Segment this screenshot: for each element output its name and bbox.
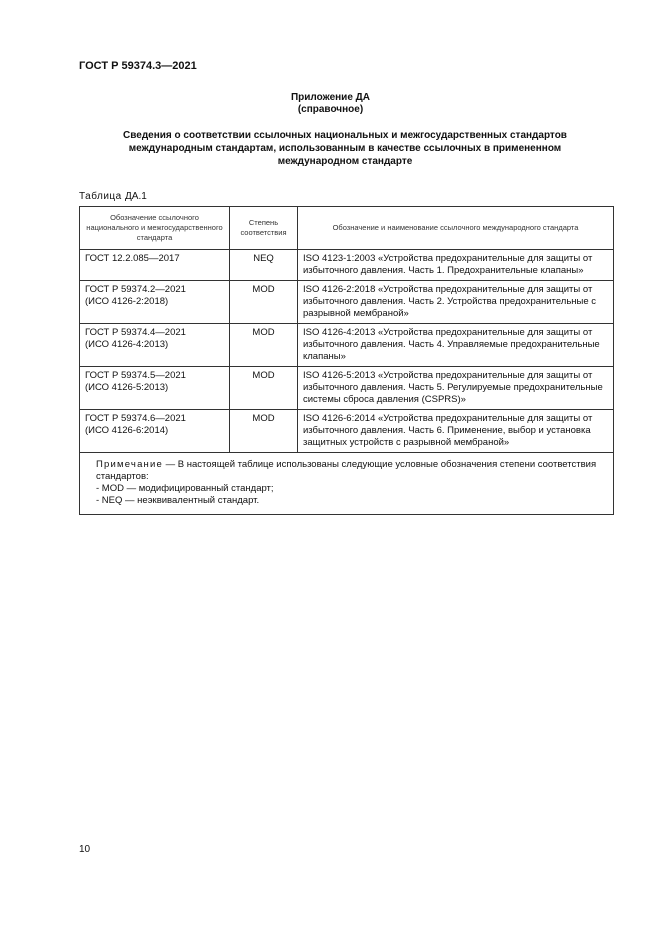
document-code: ГОСТ Р 59374.3—2021 [79, 60, 197, 72]
annex-type: (справочное) [297, 104, 364, 115]
international-standard-cell: ISO 4126-6:2014 «Устройства предохранительные для защиты от избыточного давления. Часть 6. Применение, выбор и установка защитных устройств с разрывной мембраной» [298, 410, 614, 453]
table-note [80, 453, 614, 515]
degree-cell: NEQ [230, 250, 298, 281]
national-standard-cell: ГОСТ 12.2.085—2017 [80, 250, 230, 281]
international-standard-cell: ISO 4123-1:2003 «Устройства предохранительные для защиты от избыточного давления. Часть 1. Предохранительные клапаны» [298, 250, 614, 281]
table-row [80, 281, 614, 324]
degree-cell: MOD [230, 324, 298, 367]
national-standard-cell: ГОСТ Р 59374.6—2021 (ИСО 4126-6:2014) [80, 410, 230, 453]
annex-heading [0, 92, 661, 116]
note-text: — В настоящей таблице использованы следующие условные обозначения степени соответствия стандартов: [96, 459, 597, 482]
table-caption-number: ДА.1 [125, 191, 147, 202]
table-row [80, 250, 614, 281]
table-row [80, 367, 614, 410]
degree-cell: MOD [230, 281, 298, 324]
table-header-row [80, 207, 614, 250]
note-item-neq: - NEQ — неэквивалентный стандарт. [96, 495, 260, 506]
column-header-degree: Степень соответствия [230, 207, 298, 250]
national-standard-cell: ГОСТ Р 59374.4—2021 (ИСО 4126-4:2013) [80, 324, 230, 367]
international-standard-cell: ISO 4126-4:2013 «Устройства предохранительные для защиты от избыточного давления. Часть 4. Управляемые предохранительные клапаны» [298, 324, 614, 367]
degree-cell: MOD [230, 367, 298, 410]
page-number: 10 [79, 844, 91, 855]
note-label: Примечание [96, 459, 163, 470]
national-standard-cell: ГОСТ Р 59374.2—2021 (ИСО 4126-2:2018) [80, 281, 230, 324]
national-standard-cell: ГОСТ Р 59374.5—2021 (ИСО 4126-5:2013) [80, 367, 230, 410]
international-standard-cell: ISO 4126-2:2018 «Устройства предохранительные для защиты от избыточного давления. Часть 2. Устройства предохранительные с разрывной мембраной» [298, 281, 614, 324]
column-header-international: Обозначение и наименование ссылочного международного стандарта [298, 207, 614, 250]
table-row [80, 410, 614, 453]
column-header-national: Обозначение ссылочного национального и межгосударственного стандарта [80, 207, 230, 250]
annex-label: Приложение ДА [290, 92, 371, 103]
correspondence-table [79, 206, 614, 515]
table-caption [79, 191, 147, 202]
annex-title: Сведения о соответствии ссылочных национальных и межгосударственных стандартов международным стандартам, использованным в качестве ссылочных в примененном международном стандарте [123, 130, 567, 167]
table-caption-word: Таблица [79, 191, 122, 202]
degree-cell: MOD [230, 410, 298, 453]
table-row [80, 324, 614, 367]
table-note-row [80, 453, 614, 515]
international-standard-cell: ISO 4126-5:2013 «Устройства предохранительные для защиты от избыточного давления. Часть 5. Регулируемые предохранительные системы сброса давления (CSPRS)» [298, 367, 614, 410]
note-item-mod: - MOD — модифицированный стандарт; [96, 483, 274, 494]
